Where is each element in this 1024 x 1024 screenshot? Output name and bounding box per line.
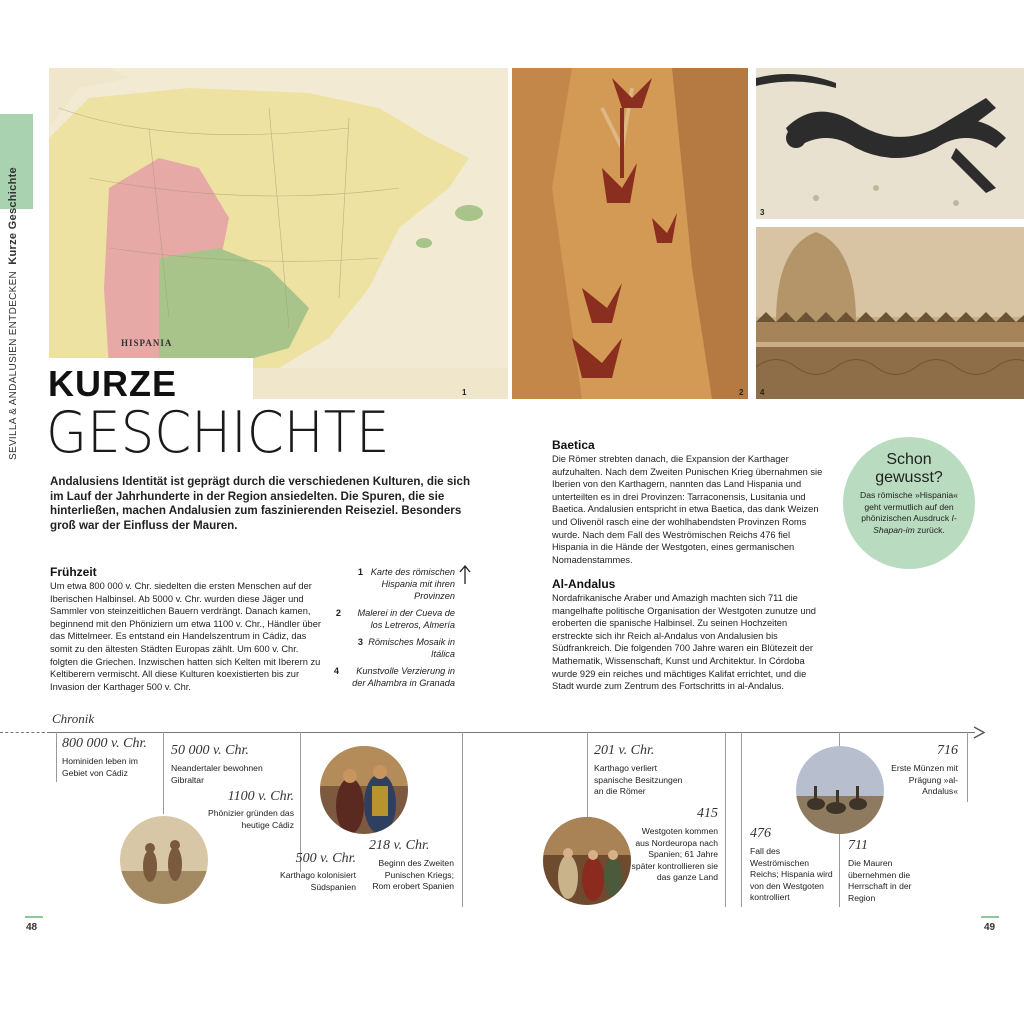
caption-number: 4 <box>333 666 339 676</box>
timeline-arrow-icon <box>972 726 986 744</box>
timeline-axis <box>50 732 975 733</box>
timeline-image-visigoths <box>543 817 631 905</box>
timeline-image-phoenicians <box>320 746 408 834</box>
did-you-know-text <box>843 490 975 536</box>
fact-term: I-Shapan-im <box>873 513 957 535</box>
section-heading: Al-Andalus <box>552 577 616 591</box>
section-heading: Baetica <box>552 438 595 452</box>
caption-text: Malerei in der Cueva de los Letreros, Almería <box>357 608 455 630</box>
caption-2 <box>325 607 455 631</box>
image-number-3: 3 <box>760 208 765 217</box>
image-number-4: 4 <box>760 388 765 397</box>
timeline-year: 1100 v. Chr. <box>227 789 294 804</box>
timeline-event-text: Westgoten kommen aus Nordeuropa nach Spanien; 61 Jahre später kontrollieren sie das ganze Land <box>631 826 718 882</box>
timeline-image-hominids <box>120 816 208 904</box>
timeline-year: 716 <box>937 743 958 758</box>
caption-number: 3 <box>357 637 363 647</box>
timeline-label: Chronik <box>52 711 95 726</box>
page-marker-right <box>981 916 999 918</box>
timeline-tick <box>725 732 726 907</box>
timeline-tick <box>163 732 164 814</box>
caption-3 <box>325 636 455 660</box>
timeline-year: 415 <box>697 806 718 821</box>
timeline-year: 476 <box>750 826 771 841</box>
timeline-dashed-start <box>0 732 50 733</box>
running-header <box>7 167 19 460</box>
image-captions <box>325 566 455 694</box>
timeline-event-text: Neandertaler bewohnen Gibraltar <box>171 763 263 785</box>
section-baetica <box>552 438 828 566</box>
caption-text: Kunstvolle Verzierung in der Alhambra in Granada <box>352 666 455 688</box>
timeline-event-text: Karthago kolonisiert Südspanien <box>280 870 356 892</box>
lead-paragraph: Andalusiens Identität ist geprägt durch die verschiedenen Kulturen, die sich im Lauf der Jahrhunderte in der Region ansiedelten. Die Spuren, die sie hinterließen, machen Andalusien zum faszinierenden Reiseziel. Besonders groß war der Einfluss der Mauren. <box>50 475 471 532</box>
section-heading: Frühzeit <box>50 565 97 579</box>
timeline-year: 711 <box>848 838 868 853</box>
page-number-right: 49 <box>984 922 996 933</box>
arrow-up-icon <box>459 565 471 585</box>
timeline-event-text: Karthago verliert spanische Besitzungen an die Römer <box>594 763 683 796</box>
hispania-map-image <box>49 68 508 399</box>
map-label: HISPANIA <box>121 338 173 348</box>
timeline-tick <box>967 732 968 802</box>
caption-number: 1 <box>357 567 363 577</box>
roman-mosaic-image <box>756 68 1024 219</box>
page-number-left: 48 <box>26 922 38 933</box>
cave-painting-image <box>512 68 748 399</box>
caption-text: Karte des römischen Hispania mit ihren Provinzen <box>370 567 455 601</box>
section-text: Nordafrikanische Araber und Amazigh machten sich 711 die mangelhafte politische Organisation der Westgoten zunutze und eroberten die spanische Halbinsel. Zu seinen Hochzeiten erstreckte sich ihr Reich al-Andalus von Andalusien bis Südfrankreich. Die folgenden 700 Jahre waren ein Blütezeit der Mathematik, Wissenschaft, Kunst und Architektur. In Córdoba wurde 929 ein reiches und mächtiges Kalifat errichtet, und die Stadt wurde zum Zentrum des Fortschritts in al-Andalus. <box>552 593 816 692</box>
did-you-know-title: Schon gewusst? <box>875 451 943 486</box>
section-al-andalus <box>552 577 828 693</box>
caption-4 <box>325 665 455 689</box>
timeline-image-moors <box>796 746 884 834</box>
chapter-name: Kurze Geschichte <box>7 167 19 265</box>
timeline-event-text: Beginn des Zweiten Punischen Kriegs; Rom erobert Spanien <box>372 858 454 891</box>
section-text: Um etwa 800 000 v. Chr. siedelten die ersten Menschen auf der Iberischen Halbinsel. Ab 5000 v. Chr. wurden diese Jäger und Sammler von steinzeitlichen Bauern verdrängt. Danach kamen, beginnend mit den Phöniziern um etwa 1100 v. Chr., Händler über das Mittelmeer. Es entstand ein Handelszentrum in Cádiz, das somit zu den ältesten Städten Europas zählt. Um 600 v. Chr. folgten die Griechen. Inzwischen hatten sich Kelten mit Iberern zu Keltiberern vermischt. All diese Kulturen koexistierten bis zur Invasion der Karthager 500 v. Chr. <box>50 581 321 692</box>
timeline-tick <box>741 732 742 907</box>
caption-text: Römisches Mosaik in Itálica <box>368 637 455 659</box>
timeline-tick <box>56 732 57 782</box>
timeline-event-text: Erste Münzen mit Prägung »al-Andalus« <box>891 763 958 796</box>
alhambra-image <box>756 227 1024 399</box>
timeline-year: 50 000 v. Chr. <box>171 743 249 758</box>
image-number-1: 1 <box>462 388 467 397</box>
did-you-know-circle <box>843 437 975 569</box>
section-fruehzeit <box>50 565 322 693</box>
timeline-event-text: Fall des Weströmischen Reichs; Hispania wird von den Westgoten kontrolliert <box>750 846 833 902</box>
section-name: SEVILLA & ANDALUSIEN ENTDECKEN <box>8 270 19 460</box>
timeline-year: 500 v. Chr. <box>295 851 356 866</box>
caption-number: 2 <box>335 608 341 618</box>
image-number-2: 2 <box>739 388 744 397</box>
fact-text-start: Das römische »Hispania« geht vermutlich auf den phönizischen Ausdruck <box>860 490 958 523</box>
timeline-event-text: Hominiden leben im Gebiet von Cádiz <box>62 756 138 778</box>
timeline-tick <box>587 732 588 817</box>
timeline-event-text: Die Mauren übernehmen die Herrschaft in der Region <box>848 858 912 903</box>
timeline-year: 201 v. Chr. <box>594 743 655 758</box>
timeline-year: 218 v. Chr. <box>369 838 430 853</box>
caption-1 <box>325 566 455 602</box>
timeline-year: 800 000 v. Chr. <box>62 736 147 751</box>
timeline-tick <box>462 732 463 907</box>
timeline-event-text: Phönizier gründen das heutige Cádiz <box>208 808 294 830</box>
page-marker-left <box>25 916 43 918</box>
title-line-1: KURZE <box>48 363 177 404</box>
title-line-2: GESCHICHTE <box>46 400 390 466</box>
section-text: Die Römer strebten danach, die Expansion der Karthager aufzuhalten. Nach dem Zweiten Punischen Krieg übernahmen sie Iberien von den Karthagern, nannten das Land Hispania und unterteilten es in drei Provinzen: Tarraconensis, Lusitania und Baetica. Andalusien entspricht in etwa Baetica, das dank Weizen und Olivenöl rasch eine der wohlhabendsten Provinzen Roms wurde. Nach dem Fall des Weströmischen Reichs 476 fiel Hispania in die Hände der Westgoten, eines germanischen Nomadenstammes. <box>552 454 823 565</box>
fact-text-end: zurück. <box>914 524 945 535</box>
